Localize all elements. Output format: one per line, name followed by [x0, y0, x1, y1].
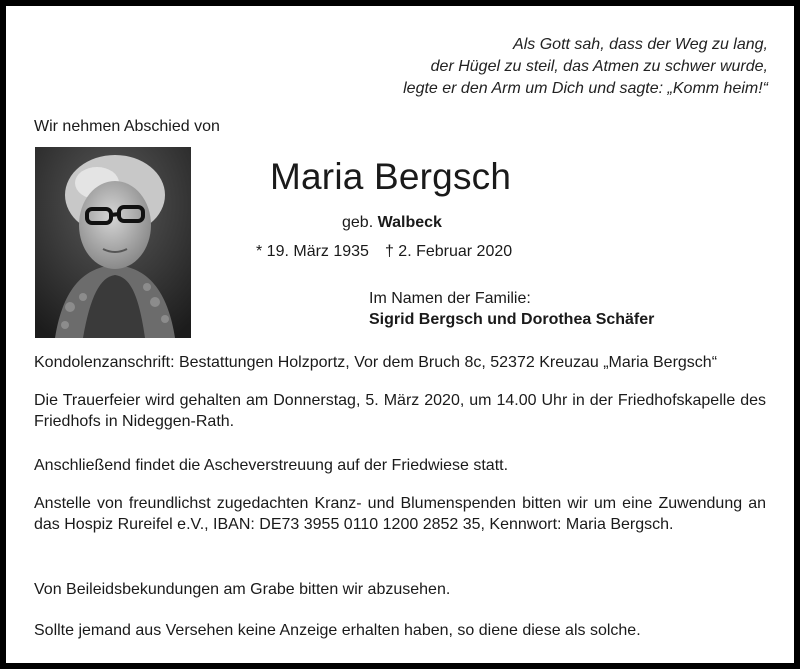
family-block [369, 288, 654, 330]
donations-paragraph: Anstelle von freundlichst zugedachten Kranz- und Blumenspenden bitten wir um eine Zuwendung an das Hospiz Rureifel e.V., IBAN: DE73 3955 0110 1200 2852 35, Kennwort: Maria Bergsch. [34, 495, 766, 533]
ashes-paragraph: Anschließend findet die Ascheverstreuung auf der Friedwiese statt. [34, 457, 509, 474]
funeral-paragraph: Die Trauerfeier wird gehalten am Donnerstag, 5. März 2020, um 14.00 Uhr in der Friedhofskapelle des Friedhofs in Nideggen-Rath. [34, 392, 766, 430]
condolence-address: Kondolenzanschrift: Bestattungen Holzportz, Vor dem Bruch 8c, 52372 Kreuzau „Maria Bergsch“ [34, 354, 718, 371]
family-label: Im Namen der Familie: [369, 290, 531, 307]
grave-paragraph: Von Beileidsbekundungen am Grabe bitten wir abzusehen. [34, 581, 451, 598]
portrait-photo [35, 147, 191, 338]
intro-text: Wir nehmen Abschied von [34, 118, 220, 135]
maiden-name: Walbeck [377, 214, 442, 231]
deceased-name: Maria Bergsch [270, 156, 512, 197]
poem [403, 34, 768, 100]
obituary-notice [6, 6, 794, 663]
poem-line: legte er den Arm um Dich und sagte: „Komm heim!“ [403, 80, 768, 97]
family-members: Sigrid Bergsch und Dorothea Schäfer [369, 311, 655, 328]
notice-paragraph: Sollte jemand aus Versehen keine Anzeige erhalten haben, so diene diese als solche. [34, 622, 641, 639]
birth-date: * 19. März 1935 [256, 243, 369, 260]
poem-line: Als Gott sah, dass der Weg zu lang, [513, 36, 768, 53]
maiden-name-line [342, 214, 442, 232]
life-dates [256, 243, 512, 261]
poem-line: der Hügel zu steil, das Atmen zu schwer wurde, [430, 58, 768, 75]
maiden-prefix: geb. [342, 214, 374, 231]
death-date: † 2. Februar 2020 [384, 243, 513, 260]
